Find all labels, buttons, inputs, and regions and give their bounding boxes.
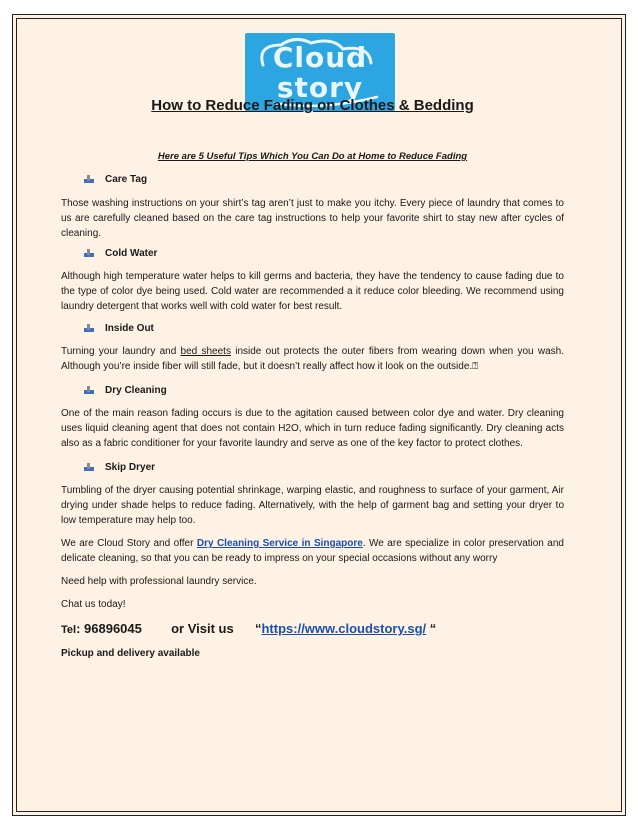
section-paragraph-care-tag: Those washing instructions on your shirt’s tag aren’t just to make you itchy. Every piece of laundry that comes to us are carefully cleaned based on the care tag instructions to help your favorite shirt to stay new after cycles of cleaning. (61, 198, 564, 239)
tel-label: Tel (61, 624, 77, 636)
page-subtitle: Here are 5 Useful Tips Which You Can Do at Home to Reduce Fading (157, 151, 468, 162)
logo-text-line2: story (276, 71, 364, 104)
paragraph-text: inside out protects the outer fibers from wearing down when you wash. Although you’re inside fiber will still fade, but it doesn’t really affect how it look on the outside.⍰ (61, 346, 564, 372)
help-paragraph: Need help with professional laundry service. (61, 576, 257, 587)
page-title: How to Reduce Fading on Clothes & Bedding (151, 97, 474, 114)
paragraph-text: Turning your laundry and (61, 346, 181, 357)
section-paragraph-skip-dryer: Tumbling of the dryer causing potential shrinkage, warping elastic, and roughness to surface of your garment, Air drying under shade helps to reduce fading. Alternatively, with the help of garment bag and setting your dryer to low temperature may help too. (61, 485, 564, 526)
section-paragraph-dry-cleaning: One of the main reason fading occurs is due to the agitation caused between color dye and water. Dry cleaning uses liquid cleaning agent that does not contain H2O, which in turn reduce fading significantly. Dry cleaning acts also as a fabric conditioner for your favorite laundry and serve as one of the key factor to protect clothes. (61, 408, 564, 449)
section-heading-skip-dryer (83, 458, 564, 476)
section-heading-cold-water (83, 244, 564, 262)
closing-paragraph (61, 536, 564, 566)
contact-line (61, 618, 564, 640)
logo-text-line1: Cloud (272, 41, 368, 74)
dry-cleaning-service-link[interactable]: Dry Cleaning Service in Singapore (196, 538, 363, 549)
paragraph-text: . We are specialize in color preservation and delicate cleaning, so that you can be ready to impress on your special occasions without any worry (61, 538, 564, 564)
bullet-icon (83, 247, 95, 259)
bullet-icon (83, 322, 95, 334)
section-heading-inside-out (83, 319, 564, 337)
section-heading-label: Dry Cleaning (105, 384, 167, 396)
document-content (61, 95, 564, 661)
section-paragraph-inside-out (61, 344, 564, 374)
section-heading-label: Inside Out (105, 322, 154, 334)
section-heading-dry-cleaning (83, 381, 564, 399)
close-quote: “ (426, 621, 437, 636)
section-paragraph-cold-water: Although high temperature water helps to kill germs and bacteria, they have the tendency to cause fading due to the type of color dye being used. Cold water are recommended a it reduce color bleeding. We recommend using laundry detergent that works well with cold water for best result. (61, 271, 564, 312)
visit-text: or Visit us (171, 621, 234, 636)
chat-paragraph: Chat us today! (61, 599, 126, 610)
section-heading-label: Cold Water (105, 247, 158, 259)
bed-sheets-link[interactable]: bed sheets (180, 346, 231, 357)
bullet-icon (83, 173, 95, 185)
section-heading-label: Care Tag (105, 173, 148, 185)
bullet-icon (83, 461, 95, 473)
website-link[interactable]: https://www.cloudstory.sg/ (261, 621, 427, 636)
phone-number: : 96896045 (76, 621, 142, 636)
bullet-icon (83, 384, 95, 396)
paragraph-text: We are Cloud Story and offer (61, 538, 197, 549)
page-frame (12, 14, 626, 816)
footer-note: Pickup and delivery available (61, 648, 200, 659)
section-heading-label: Skip Dryer (105, 461, 156, 473)
open-quote: “ (254, 621, 262, 636)
section-heading-care-tag (83, 170, 564, 188)
